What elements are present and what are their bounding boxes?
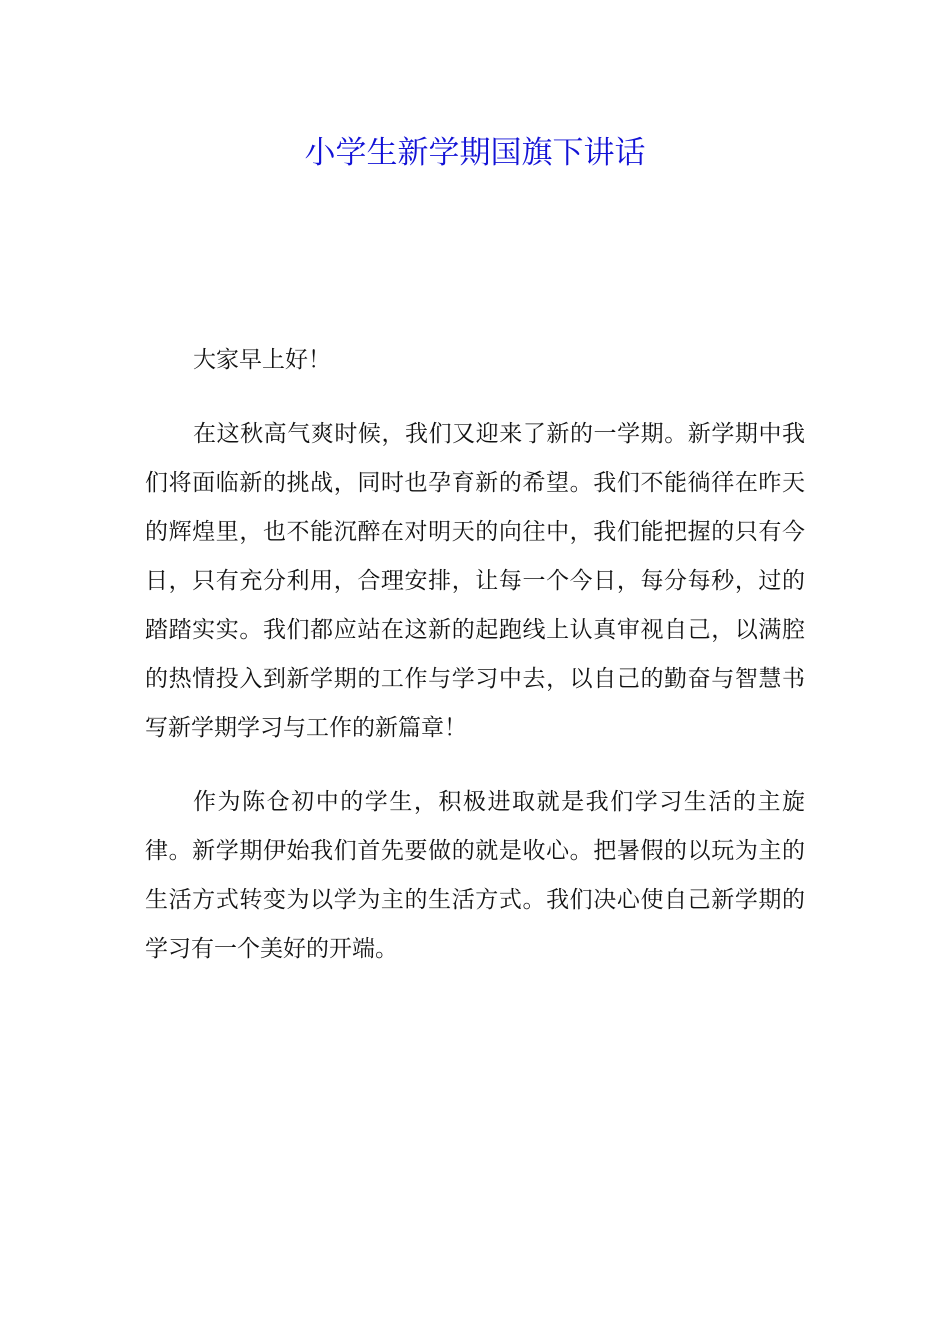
document-title: 小学生新学期国旗下讲话	[304, 135, 646, 171]
paragraph-student-resolve: 作为陈仓初中的学生，积极进取就是我们学习生活的主旋律。新学期伊始我们首先要做的就是收心。把暑假的以玩为主的生活方式转变为以学为主的生活方式。我们决心使自己新学期的学习有一个美好的开端。	[145, 789, 805, 962]
paragraph-greeting: 大家早上好！	[193, 347, 331, 373]
document-body	[145, 336, 805, 999]
paragraph-new-semester: 在这秋高气爽时候，我们又迎来了新的一学期。新学期中我们将面临新的挑战，同时也孕育新的希望。我们不能徜徉在昨天的辉煌里，也不能沉醉在对明天的向往中，我们能把握的只有今日，只有充分利用，合理安排，让每一个今日，每分每秒，过的踏踏实实。我们都应站在这新的起跑线上认真审视自己，以满腔的热情投入到新学期的工作与学习中去，以自己的勤奋与智慧书写新学期学习与工作的新篇章！	[145, 421, 805, 741]
